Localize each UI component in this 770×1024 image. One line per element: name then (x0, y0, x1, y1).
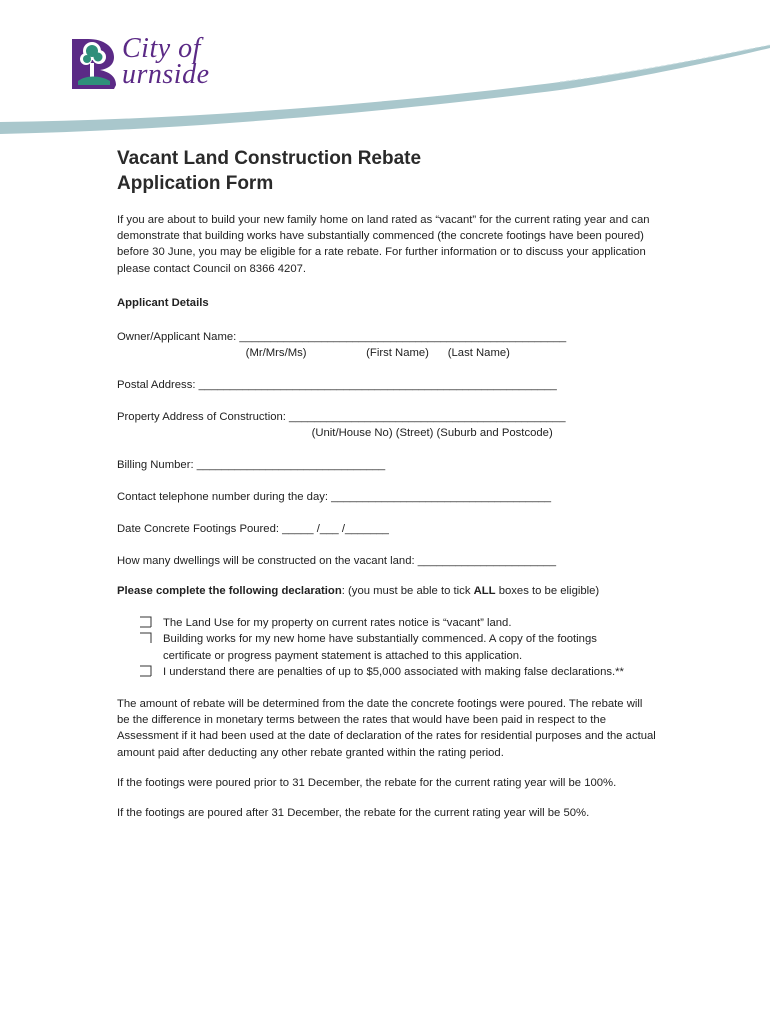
checklist-text-penalties: I understand there are penalties of up to $5,000 associated with making false declarations.** (163, 665, 624, 678)
property-address-label: Property Address of Construction: ____________________________________________ (117, 411, 566, 424)
checklist-item (139, 631, 657, 663)
tree-logo-icon (70, 35, 122, 91)
checkbox-penalties[interactable] (139, 665, 153, 677)
page-header (0, 0, 770, 140)
billing-number-field[interactable]: Billing Number: ______________________________ (117, 459, 386, 472)
checklist-text-land-use: The Land Use for my property on current rates notice is “vacant” land. (163, 617, 512, 630)
footings-date-field[interactable]: Date Concrete Footings Poured: _____ /___ /_______ (117, 523, 389, 536)
checklist-item (139, 615, 657, 631)
form-body (117, 146, 657, 821)
title-line-2: Application Form (117, 173, 274, 194)
rebate-amount-paragraph: The amount of rebate will be determined from the date the concrete footings were poured. The rebate will be the difference in monetary terms between the rates that would have been paid in respect to the Assessment if it had been used at the date of declaration of the rates for residential purposes and the actual amount paid after deducting any other rebate granted within the rating period. (117, 698, 656, 759)
declaration-text-1: : (you must be able to tick (341, 585, 474, 598)
after-december-paragraph: If the footings are poured after 31 December, the rebate for the current rating year will be 50%. (117, 807, 590, 820)
logo-text-burnside: urnside (122, 59, 210, 90)
checklist-text-building-works: Building works for my new home have substantially commenced. A copy of the footings certificate or progress payment statement is attached to this application. (163, 633, 597, 662)
postal-address-field[interactable]: Postal Address: _________________________________________________________ (117, 379, 557, 392)
owner-name-field[interactable] (117, 329, 657, 361)
declaration-text-2: boxes to be eligible) (495, 585, 600, 598)
applicant-details-heading: Applicant Details (117, 296, 209, 309)
checkbox-building-works[interactable] (139, 632, 153, 644)
council-logo (70, 33, 240, 93)
checklist-item (139, 664, 657, 680)
intro-paragraph: If you are about to build your new family home on land rated as “vacant” for the current rating year and can demonstrate that building works have substantially commenced (the concrete footings have been poured) before 30 June, you may be eligible for a rate rebate. For further information or to discuss your application please contact Council on 8366 4207. (117, 214, 650, 275)
declaration-intro (117, 583, 657, 599)
owner-name-label: Owner/Applicant Name: ____________________________________________________ (117, 331, 567, 344)
contact-phone-field[interactable]: Contact telephone number during the day: ___________________________________ (117, 491, 552, 504)
property-address-hint: (Unit/House No) (Street) (Suburb and Postcode) (117, 427, 553, 440)
declaration-checklist (139, 615, 657, 680)
property-address-field[interactable] (117, 409, 657, 441)
declaration-all: ALL (473, 585, 496, 598)
title-line-1: Vacant Land Construction Rebate (117, 148, 422, 169)
before-december-paragraph: If the footings were poured prior to 31 December, the rebate for the current rating year will be 100%. (117, 776, 617, 789)
owner-name-hint: (Mr/Mrs/Ms) (First Name) (Last Name) (117, 347, 510, 360)
dwellings-count-field[interactable]: How many dwellings will be constructed on the vacant land: ______________________ (117, 555, 557, 568)
checkbox-land-use[interactable] (139, 616, 153, 628)
form-title (117, 146, 657, 196)
logo-text-city-of: City of (122, 33, 201, 64)
declaration-heading: Please complete the following declaration (117, 585, 342, 598)
